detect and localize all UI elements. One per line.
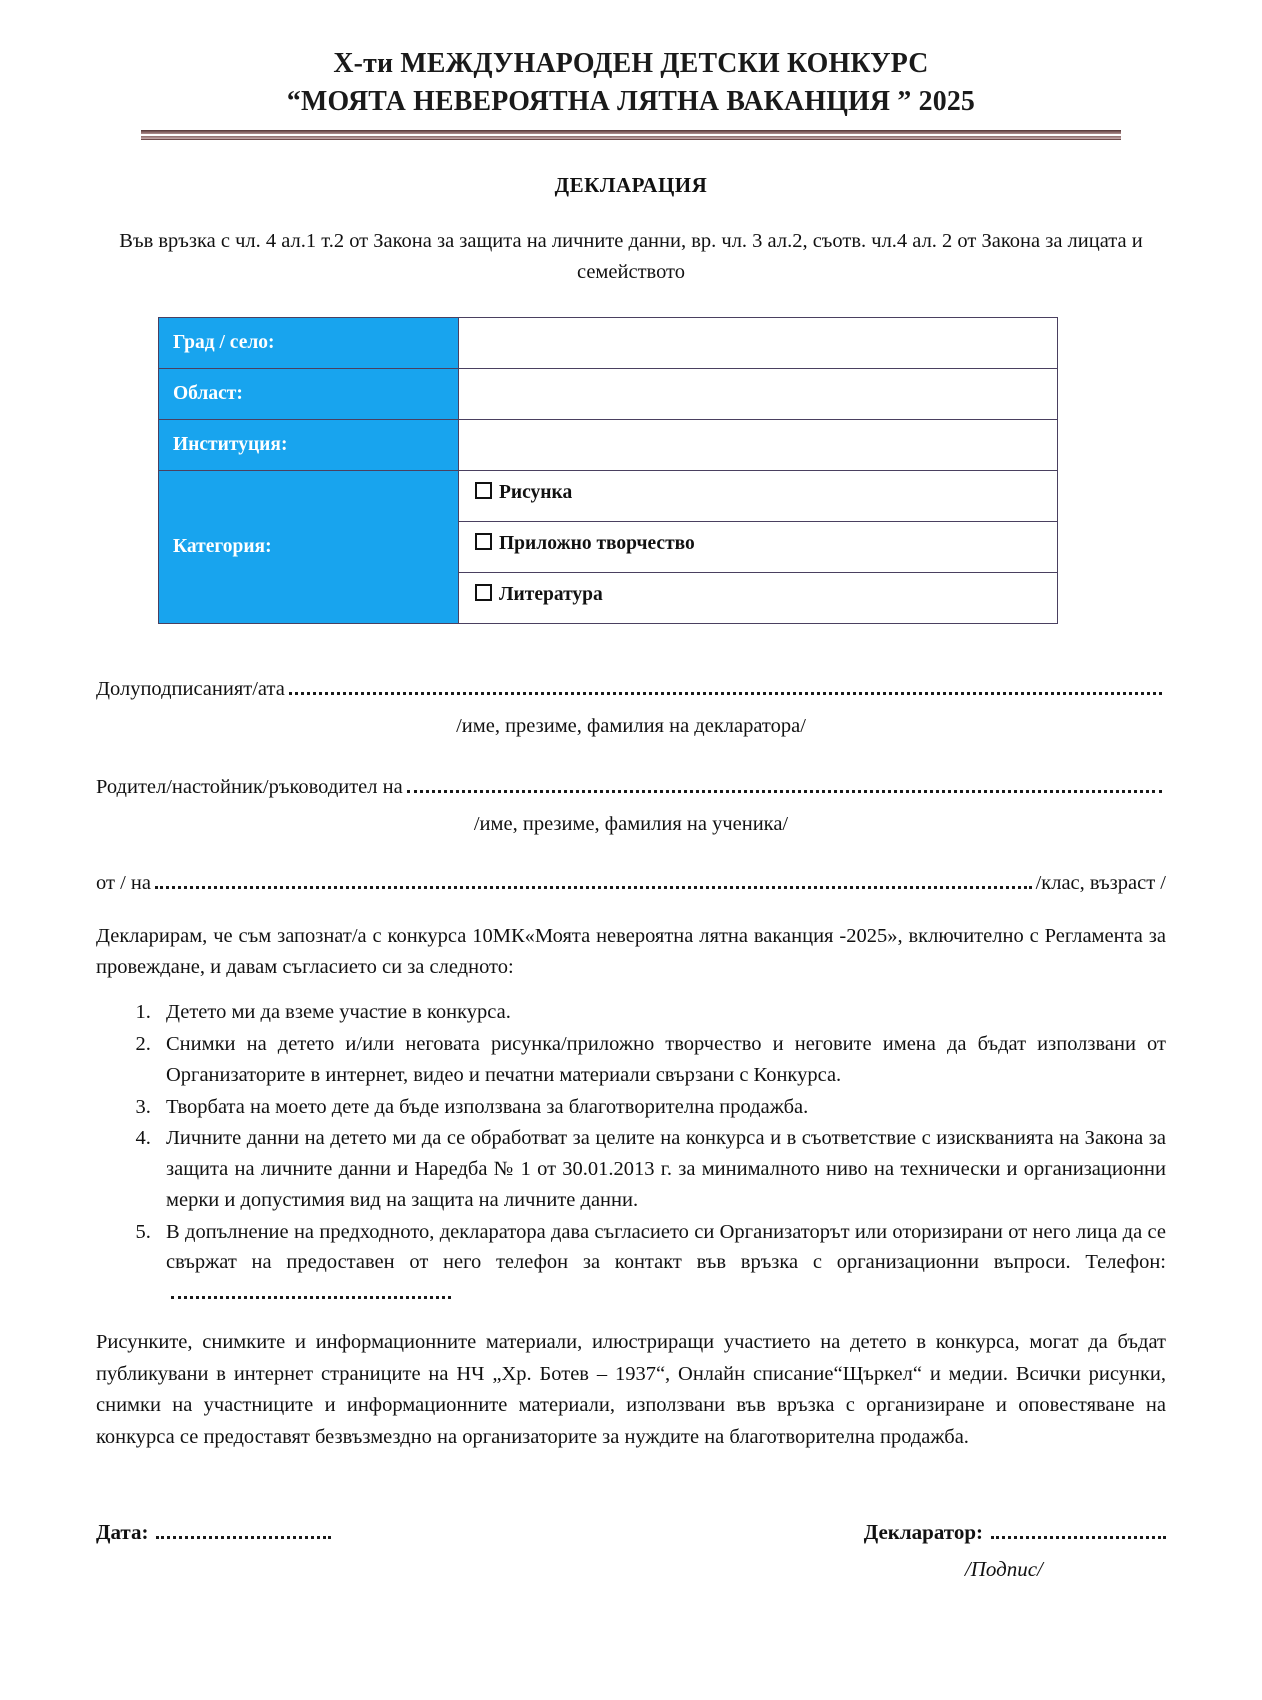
- field-label: Долуподписаният/ата: [96, 678, 285, 701]
- date-label: Дата:: [96, 1519, 149, 1544]
- category-option-applied-arts[interactable]: [459, 522, 1058, 573]
- category-option-label: Литература: [499, 584, 603, 606]
- value-cell-city[interactable]: [459, 318, 1058, 369]
- header-divider: [141, 130, 1121, 140]
- declarant-input-line[interactable]: [991, 1524, 1166, 1539]
- term-text: В допълнение на предходното, декларатора дава съгласието си Организаторът или оторизирани от него лица да се свържат на предоставен от него телефон за контакт във връзка с организационни въпроси. Телефон:: [166, 1220, 1166, 1274]
- participant-info-table: [158, 317, 1058, 624]
- category-option-label: Рисунка: [499, 482, 573, 504]
- category-option-label: Приложно творчество: [499, 533, 695, 555]
- declarant-field: [864, 1520, 1166, 1545]
- publication-consent-paragraph: Рисунките, снимките и информационните материали, илюстриращи участието на детето в конкурса, могат да бъдат публикувани в интернет страниците на НЧ „Хр. Ботев – 1937“, Онлайн списание“Щъркел“ и медии. Всички рисунки, снимки на участниците и информационните материали, използвани във връзка с организиране и оповестяване на конкурса се предоставят безвъзмездно на организаторите за нуждите на благотворителна продажба.: [96, 1330, 1166, 1449]
- label-cell-category: Категория:: [159, 471, 459, 624]
- field-declarant-name: [96, 678, 1166, 701]
- field-input-line[interactable]: [155, 873, 1032, 889]
- field-suffix: /клас, възраст /: [1035, 872, 1166, 895]
- header-line-2: “МОЯТА НЕВЕРОЯТНА ЛЯТНА ВАКАНЦИЯ ” 2025: [286, 85, 976, 118]
- checkbox-empty-icon[interactable]: [475, 584, 492, 601]
- declarant-label: Декларатор:: [863, 1519, 983, 1544]
- term-text: Детето ми да вземе участие в конкурса.: [166, 1001, 511, 1024]
- list-item: [156, 1029, 1166, 1091]
- list-item: [156, 1092, 1166, 1123]
- header-line-1: X-ти МЕЖДУНАРОДЕН ДЕТСКИ КОНКУРС: [333, 47, 929, 79]
- term-text: Личните данни на детето ми да се обработват за целите на конкурса и в съответствие с изискванията на Закона за защита на личните данни и Наредба № 1 от 30.01.2013 г. за минималното ниво на технически и организационни мерки и допустимия вид на защита на личните данни.: [166, 1127, 1166, 1211]
- consent-statement: Декларирам, че съм запознат/а с конкурса 10МК«Моята невероятна лятна ваканция -2025», включително с Регламента за провеждане, и давам съгласието си за следното:: [96, 925, 1166, 979]
- consent-terms-list: [124, 997, 1166, 1309]
- field-input-line[interactable]: [407, 777, 1162, 793]
- declarant-signature-block: [864, 1520, 1166, 1582]
- table-row: [159, 369, 1058, 420]
- divider-bar-bottom: [141, 136, 1121, 140]
- list-item: [156, 1217, 1166, 1309]
- value-cell-region[interactable]: [459, 369, 1058, 420]
- checkbox-empty-icon[interactable]: [475, 533, 492, 550]
- label-cell-city: Град / село:: [159, 318, 459, 369]
- legal-intro-text: Във връзка с чл. 4 ал.1 т.2 от Закона за защита на личните данни, вр. чл. 3 ал.2, съотв. чл.4 ал. 2 от Закона за лицата и семейството: [119, 229, 1143, 284]
- field-class-age: [96, 872, 1166, 895]
- category-option-drawing[interactable]: [459, 471, 1058, 522]
- field-caption-student: /име, презиме, фамилия на ученика/: [473, 813, 789, 836]
- date-input-line[interactable]: [156, 1524, 331, 1539]
- signature-area: [96, 1520, 1166, 1582]
- table-row: [159, 318, 1058, 369]
- term-text: Творбата на моето дете да бъде използвана за благотворителна продажба.: [166, 1095, 809, 1118]
- field-input-line[interactable]: [289, 679, 1162, 695]
- document-header: [0, 0, 1262, 140]
- phone-input-line[interactable]: [171, 1284, 451, 1299]
- field-label: Родител/настойник/ръководител на: [96, 776, 403, 799]
- field-caption-declarant: /име, презиме, фамилия на декларатора/: [456, 715, 806, 738]
- label-cell-institution: Институция:: [159, 420, 459, 471]
- date-field: [96, 1520, 331, 1545]
- list-item: [156, 1123, 1166, 1215]
- field-label: от / на: [96, 872, 151, 895]
- table-row-category: [159, 471, 1058, 522]
- label-cell-region: Област:: [159, 369, 459, 420]
- list-item: [156, 997, 1166, 1028]
- term-text: Снимки на детето и/или неговата рисунка/приложно творчество и неговите имена да бъдат използвани от Организаторите в интернет, видео и печатни материали свързани с Конкурса.: [166, 1033, 1166, 1086]
- field-guardian-name: [96, 776, 1166, 799]
- category-option-literature[interactable]: [459, 573, 1058, 624]
- value-cell-institution[interactable]: [459, 420, 1058, 471]
- page-title: ДЕКЛАРАЦИЯ: [554, 172, 708, 197]
- table-row: [159, 420, 1058, 471]
- checkbox-empty-icon[interactable]: [475, 482, 492, 499]
- signature-caption: /Подпис/: [964, 1556, 1043, 1581]
